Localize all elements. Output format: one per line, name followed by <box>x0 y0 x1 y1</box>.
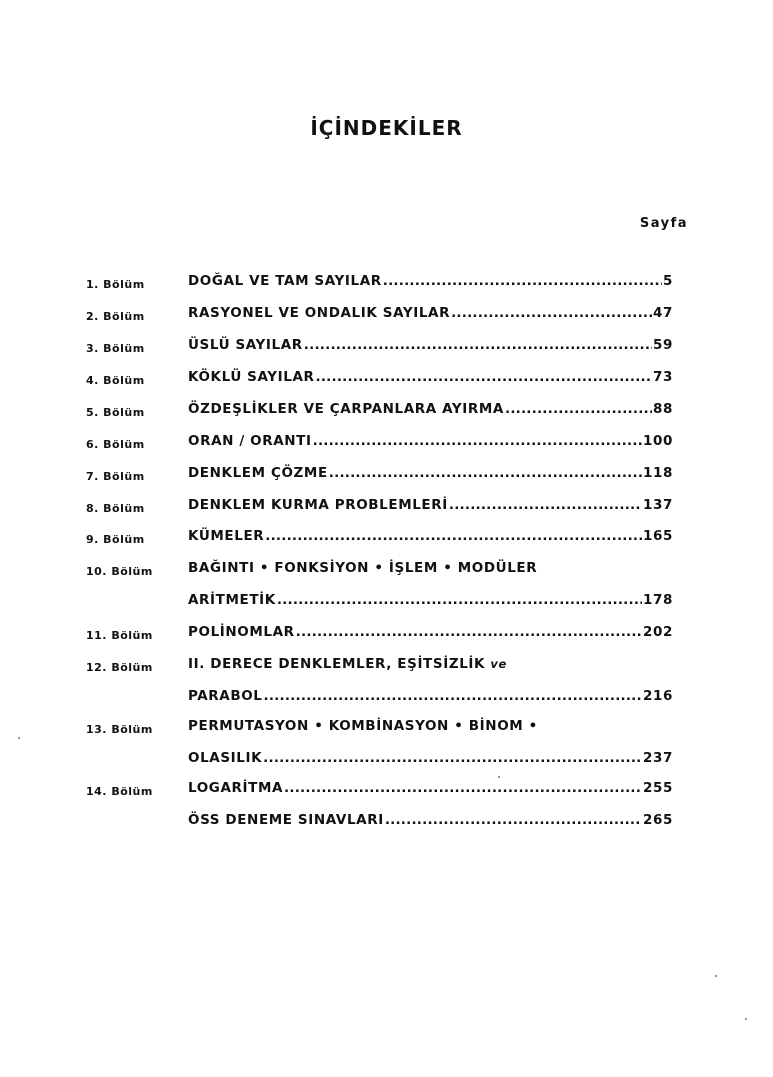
toc-line <box>188 624 673 640</box>
page-number: 59 <box>653 337 673 353</box>
dot-leader <box>284 780 642 796</box>
chapter-title: ORAN / ORANTI <box>188 433 312 449</box>
toc-line <box>188 305 673 321</box>
chapter-number: 4. Bölüm <box>86 374 145 387</box>
scan-speck <box>745 1018 747 1020</box>
chapter-number: 13. Bölüm <box>86 723 153 736</box>
dot-leader <box>505 401 652 417</box>
toc-entry-12 <box>0 656 773 680</box>
chapter-title: POLİNOMLAR <box>188 624 295 640</box>
chapter-title-conjunction: ve <box>490 657 507 671</box>
toc-line <box>188 750 673 766</box>
dot-leader <box>383 273 662 289</box>
dot-leader <box>316 369 653 385</box>
chapter-title: ÖZDEŞLİKLER VE ÇARPANLARA AYIRMA <box>188 401 504 417</box>
page-number: 5 <box>663 273 673 289</box>
dot-leader <box>385 812 642 828</box>
chapter-number: 9. Bölüm <box>86 533 145 546</box>
chapter-title: ÜSLÜ SAYILAR <box>188 337 303 353</box>
page-number: 202 <box>643 624 673 640</box>
toc-entry-13-cont <box>0 750 773 774</box>
toc-line <box>188 337 673 353</box>
chapter-number: 5. Bölüm <box>86 406 145 419</box>
toc-line <box>188 273 673 289</box>
toc-entry-9 <box>0 528 773 552</box>
chapter-title: DENKLEM KURMA PROBLEMLERİ <box>188 497 448 513</box>
dot-leader <box>451 305 652 321</box>
page-number: 178 <box>643 592 673 608</box>
page-number: 255 <box>643 780 673 796</box>
toc-line <box>188 528 673 544</box>
dot-leader <box>304 337 652 353</box>
chapter-title: DENKLEM ÇÖZME <box>188 465 328 481</box>
chapter-title: KÖKLÜ SAYILAR <box>188 369 315 385</box>
page-column-label: Sayfa <box>639 216 688 231</box>
toc-line <box>188 688 673 704</box>
toc-entry-3 <box>0 337 773 361</box>
dot-leader <box>264 688 643 704</box>
chapter-number: 3. Bölüm <box>86 342 145 355</box>
chapter-title-continued: ARİTMETİK <box>188 592 276 608</box>
toc-line <box>188 780 673 796</box>
toc-line <box>188 401 673 417</box>
toc-entry-12-cont <box>0 688 773 712</box>
chapter-title: BAĞINTI • FONKSİYON • İŞLEM • MODÜLER <box>188 560 538 576</box>
toc-entry-4 <box>0 369 773 393</box>
toc-entry-2 <box>0 305 773 329</box>
dot-leader <box>313 433 642 449</box>
toc-entry-8 <box>0 497 773 521</box>
chapter-title: DOĞAL VE TAM SAYILAR <box>188 273 382 289</box>
page-number: 237 <box>643 750 673 766</box>
chapter-title: LOGARİTMA <box>188 780 284 796</box>
chapter-number: 8. Bölüm <box>86 502 145 515</box>
toc-line <box>188 718 673 734</box>
scan-speck <box>498 776 500 778</box>
chapter-title: RASYONEL VE ONDALIK SAYILAR <box>188 305 451 321</box>
toc-entry-10 <box>0 560 773 584</box>
chapter-title: KÜMELER <box>188 528 265 544</box>
page-title: İÇİNDEKİLER <box>310 116 463 140</box>
page-number: 265 <box>643 812 673 828</box>
toc-line <box>188 812 673 828</box>
toc-entry-appendix <box>0 812 773 836</box>
chapter-number: 14. Bölüm <box>86 785 153 798</box>
toc-line <box>188 560 673 576</box>
chapter-title <box>188 656 507 672</box>
chapter-title-continued: OLASILIK <box>188 750 263 766</box>
dot-leader <box>265 528 642 544</box>
page-number: 118 <box>643 465 673 481</box>
chapter-title-main: II. DERECE DENKLEMLER, EŞİTSİZLİK <box>188 656 486 672</box>
toc-line <box>188 497 673 513</box>
toc-entry-14 <box>0 780 773 804</box>
toc-entry-1 <box>0 273 773 297</box>
toc-entry-11 <box>0 624 773 648</box>
dot-leader <box>449 497 642 513</box>
toc-line <box>188 656 673 672</box>
dot-leader <box>329 465 642 481</box>
toc-line <box>188 433 673 449</box>
chapter-title-continued: PARABOL <box>188 688 263 704</box>
dot-leader <box>277 592 642 608</box>
dot-leader <box>263 750 642 766</box>
page-number: 47 <box>653 305 673 321</box>
chapter-number: 2. Bölüm <box>86 310 145 323</box>
toc-entry-10-cont <box>0 592 773 616</box>
dot-leader <box>296 624 642 640</box>
page-number: 216 <box>643 688 673 704</box>
chapter-number: 7. Bölüm <box>86 470 145 483</box>
scan-speck <box>715 975 717 977</box>
toc-entry-5 <box>0 401 773 425</box>
chapter-number: 1. Bölüm <box>86 278 145 291</box>
page-number: 137 <box>643 497 673 513</box>
chapter-title: PERMUTASYON • KOMBİNASYON • BİNOM • <box>188 718 538 734</box>
toc-line <box>188 369 673 385</box>
toc-entry-7 <box>0 465 773 489</box>
toc-entry-6 <box>0 433 773 457</box>
page-number: 165 <box>643 528 673 544</box>
page-number: 73 <box>653 369 673 385</box>
page-number: 88 <box>653 401 673 417</box>
toc-line <box>188 592 673 608</box>
chapter-number: 12. Bölüm <box>86 661 153 674</box>
page-number: 100 <box>643 433 673 449</box>
toc-entry-13 <box>0 718 773 742</box>
chapter-number: 11. Bölüm <box>86 629 153 642</box>
chapter-number: 6. Bölüm <box>86 438 145 451</box>
toc-line <box>188 465 673 481</box>
chapter-number: 10. Bölüm <box>86 565 153 578</box>
chapter-title: ÖSS DENEME SINAVLARI <box>188 812 384 828</box>
scan-speck <box>18 737 20 739</box>
